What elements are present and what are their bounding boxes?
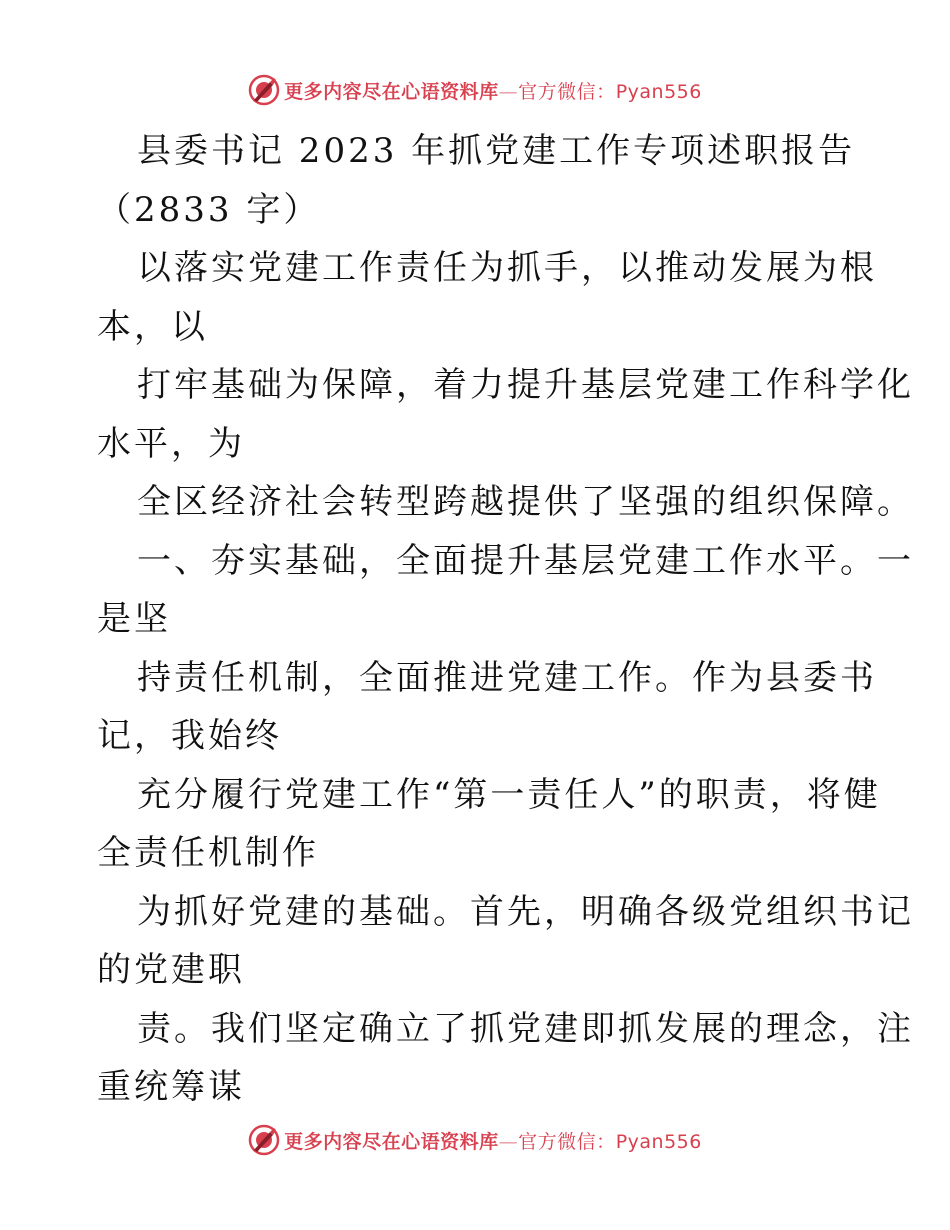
text-line: 水平，为 bbox=[97, 423, 245, 464]
banner-wechat-label: 官方微信： bbox=[518, 1130, 616, 1153]
banner-dash: — bbox=[498, 80, 519, 103]
text-line: 本，以 bbox=[97, 306, 208, 347]
banner-text bbox=[284, 1127, 702, 1154]
text-line: 责。我们坚定确立了抓党建即抓发展的理念，注 bbox=[137, 1008, 914, 1049]
banner-dash: — bbox=[498, 1130, 519, 1153]
banner-text bbox=[284, 77, 702, 104]
banner-site-text: 更多内容尽在心语资料库 bbox=[284, 80, 499, 103]
text-line: 持责任机制，全面推进党建工作。作为县委书 bbox=[137, 657, 877, 698]
text-line: 一、夯实基础，全面提升基层党建工作水平。一 bbox=[137, 540, 914, 581]
banner-wechat-id: Pyan556 bbox=[615, 80, 702, 103]
text-line: 以落实党建工作责任为抓手，以推动发展为根 bbox=[137, 248, 877, 288]
text-line: 是坚 bbox=[97, 599, 171, 639]
document-title: 县委书记 2023 年抓党建工作专项述职报告 bbox=[137, 131, 856, 171]
text-line: 重统筹谋 bbox=[97, 1067, 245, 1107]
document-subtitle-wordcount: （2833 字） bbox=[97, 189, 321, 230]
document-body bbox=[97, 122, 914, 1117]
text-line: 全区经济社会转型跨越提供了坚强的组织保障。 bbox=[137, 482, 914, 522]
header-watermark-banner bbox=[0, 70, 950, 110]
text-line: 充分履行党建工作“第一责任人”的职责，将健 bbox=[137, 774, 881, 815]
text-line: 为抓好党建的基础。首先，明确各级党组织书记 bbox=[137, 891, 914, 932]
text-line: 打牢基础为保障，着力提升基层党建工作科学化 bbox=[137, 365, 914, 405]
banner-wechat-label: 官方微信： bbox=[518, 80, 616, 103]
pen-logo-icon bbox=[248, 74, 280, 106]
pen-logo-icon bbox=[248, 1124, 280, 1156]
footer-watermark-banner bbox=[0, 1120, 950, 1160]
text-line: 全责任机制作 bbox=[97, 833, 319, 873]
banner-wechat-id: Pyan556 bbox=[615, 1130, 702, 1153]
text-line: 的党建职 bbox=[97, 950, 245, 990]
text-line: 记，我始终 bbox=[97, 716, 282, 756]
banner-site-text: 更多内容尽在心语资料库 bbox=[284, 1130, 499, 1153]
